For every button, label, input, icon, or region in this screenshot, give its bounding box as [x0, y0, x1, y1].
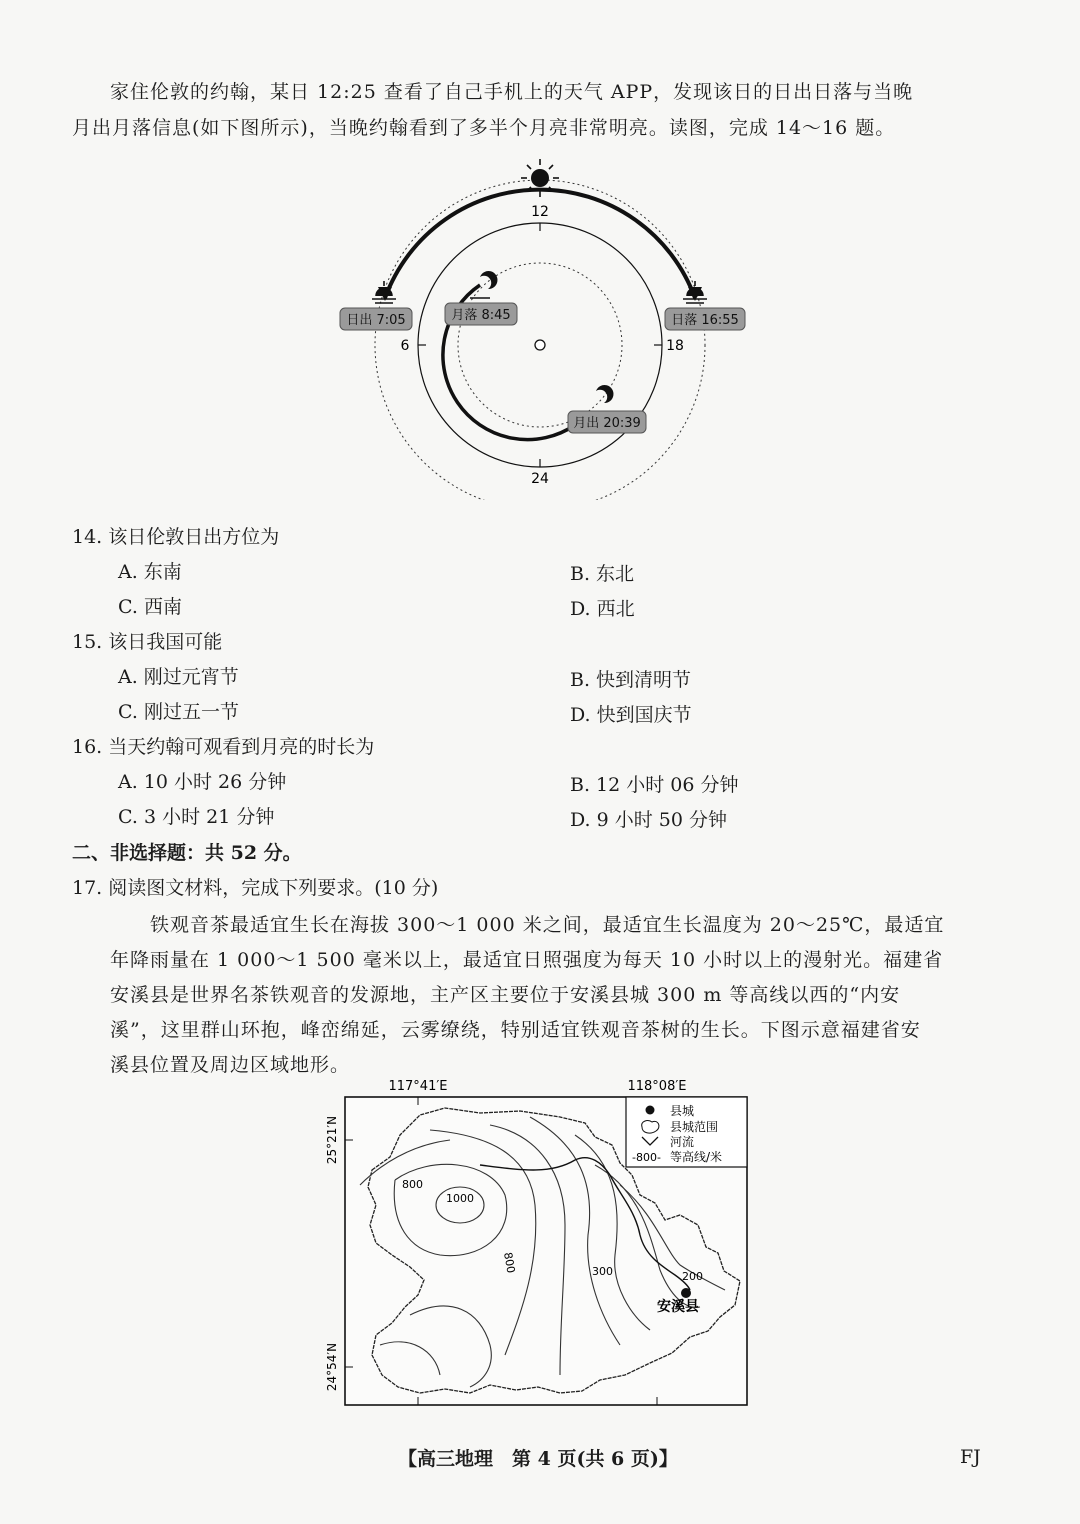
legend-county-seat: 县城	[670, 1104, 695, 1118]
longitude-label-left: 117°41′E	[388, 1079, 448, 1094]
contour-label-1000: 1000	[446, 1192, 474, 1205]
q17-paragraph-line-3: 安溪县是世界名茶铁观音的发源地，主产区主要位于安溪县城 300 m 等高线以西的“内安	[110, 984, 901, 1006]
hour-label-24: 24	[531, 471, 549, 487]
center-dot	[535, 340, 545, 350]
legend-contour-sample: -800-	[632, 1151, 661, 1164]
q17-paragraph-line-2: 年降雨量在 1 000～1 500 毫米以上，最适宜日照强度为每天 10 小时以上的漫射光。福建省	[110, 949, 944, 971]
county-seat-marker	[681, 1288, 691, 1298]
question-15-option-a: A. 刚过元宵节	[118, 666, 239, 688]
moonrise-label: 月出 20:39	[573, 416, 641, 431]
question-16-option-b: B. 12 小时 06 分钟	[570, 774, 739, 796]
q17-paragraph-line-4: 溪”，这里群山环抱，峰峦绵延，云雾缭绕，特别适宜铁观音茶树的生长。下图示意福建省安	[110, 1019, 921, 1041]
question-14-option-c: C. 西南	[118, 596, 182, 618]
latitude-label-bottom: 24°54′N	[325, 1342, 339, 1392]
legend-contour: 等高线/米	[670, 1150, 723, 1164]
question-15-stem: 15. 该日我国可能	[72, 631, 223, 653]
longitude-label-right: 118°08′E	[627, 1079, 687, 1094]
intro-line-2: 月出月落信息(如下图所示)，当晚约翰看到了多半个月亮非常明亮。读图，完成 14～16 题。	[72, 117, 896, 139]
legend-county-seat-icon	[646, 1106, 655, 1115]
legend-river: 河流	[670, 1135, 695, 1149]
moonset-icon	[470, 271, 497, 298]
sunrise-label: 日出 7:05	[346, 313, 406, 328]
q17-paragraph-line-1: 铁观音茶最适宜生长在海拔 300～1 000 米之间，最适宜生长温度为 20～25℃，最适宜	[150, 914, 945, 936]
question-16-stem: 16. 当天约翰可观看到月亮的时长为	[72, 736, 375, 758]
county-seat-label: 安溪县	[657, 1299, 699, 1315]
moonset-label: 月落 8:45	[451, 308, 511, 323]
question-15-option-b: B. 快到清明节	[570, 669, 692, 691]
question-16-option-d: D. 9 小时 50 分钟	[570, 809, 728, 831]
anxi-topographic-map	[320, 1075, 760, 1415]
question-14-option-d: D. 西北	[570, 598, 635, 620]
sun-moon-clock-diagram	[330, 155, 750, 500]
intro-line-1: 家住伦敦的约翰，某日 12:25 查看了自己手机上的天气 APP，发现该日的日出日落与当晚	[110, 81, 914, 103]
hour-label-12: 12	[531, 204, 549, 220]
contour-label-800-central: 800	[501, 1251, 518, 1275]
question-14-option-b: B. 东北	[570, 563, 635, 585]
latitude-label-top: 25°21′N	[325, 1115, 339, 1165]
question-15-option-c: C. 刚过五一节	[118, 701, 239, 723]
section-2-heading: 二、非选择题：共 52 分。	[72, 842, 302, 864]
sunset-icon	[683, 281, 707, 303]
question-14-option-a: A. 东南	[118, 561, 182, 583]
question-14-stem: 14. 该日伦敦日出方位为	[72, 526, 280, 548]
hour-label-18: 18	[666, 338, 684, 354]
question-17-stem: 17. 阅读图文材料，完成下列要求。(10 分)	[72, 877, 439, 899]
footer-region-code: FJ	[960, 1446, 981, 1468]
contour-label-200: 200	[682, 1270, 703, 1283]
legend-county-range: 县城范围	[670, 1120, 719, 1134]
hour-label-6: 6	[400, 338, 410, 354]
contour-label-300: 300	[592, 1265, 613, 1278]
question-16-option-c: C. 3 小时 21 分钟	[118, 806, 275, 828]
moonrise-icon	[586, 385, 613, 412]
question-15-option-d: D. 快到国庆节	[570, 704, 692, 726]
sunset-label: 日落 16:55	[671, 313, 739, 328]
q17-paragraph-line-5: 溪县位置及周边区域地形。	[110, 1054, 351, 1076]
footer-page-info: 【高三地理 第 4 页(共 6 页)】	[398, 1448, 678, 1470]
contour-label-800-west: 800	[402, 1178, 423, 1191]
question-16-option-a: A. 10 小时 26 分钟	[118, 771, 287, 793]
